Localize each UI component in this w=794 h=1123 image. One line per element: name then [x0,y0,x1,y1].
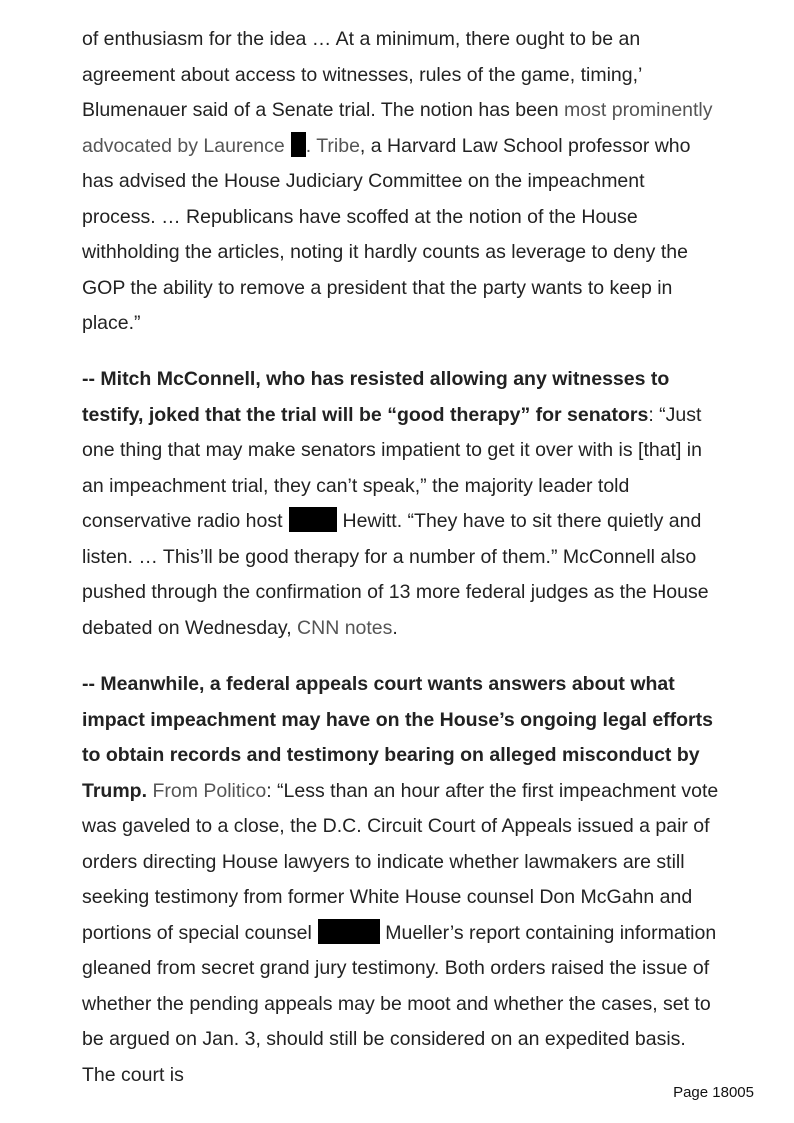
paragraph-text: , a Harvard Law School professor who has advised the House Judiciary Committee on the impeachment process. … Republicans have scoffed at the notion of the House withholding the articles, noting it hardly counts as leverage to deny the GOP the ability to remove a president that the party wants to keep in place.” [82,134,691,334]
page-number: Page 18005 [673,1084,754,1101]
paragraph-text: : “Just one thing that may make senators impatient to get it over with is [that] in an impeachment trial, they can’t speak,” the majority leader told conservative radio host [82,403,702,532]
paragraph-text: Hewitt. “They have to sit there quietly and listen. … This’ll be good therapy for a number of them.” McConnell also pushed through the confirmation of 13 more federal judges as the House debated on Wednesday, [82,510,709,639]
politico-link[interactable]: From Politico [152,779,267,802]
redaction-block [318,919,380,944]
paragraph-blumenauer [82,22,722,342]
cnn-link[interactable]: CNN notes [297,616,393,639]
tribe-link-suffix[interactable]: . Tribe [305,134,360,157]
paragraph-text: of enthusiasm for the idea … At a minimum, there ought to be an agreement about access to witnesses, rules of the game, timing,’ Blumenauer said of a Senate trial. The notion has been [82,28,642,121]
bold-lede: -- Mitch McConnell, who has resisted allowing any witnesses to testify, joked that the trial will be “good therapy” for senators [82,368,670,426]
paragraph-text: Mueller’s report containing information gleaned from secret grand jury testimony. Both orders raised the issue of whether the pending appeals may be moot and whether the cases, set to be argued on Jan. 3, should still be considered on an expedited basis. The court is [82,921,717,1086]
redaction-block [289,507,337,532]
bold-lede: -- Meanwhile, a federal appeals court wants answers about what impact impeachment may have on the House’s ongoing legal efforts to obtain records and testimony bearing on alleged misconduct by Trump. [82,673,713,802]
paragraph-mcconnell [82,362,722,646]
paragraph-appeals-court [82,667,722,1093]
paragraph-text: . [392,616,398,639]
redaction-block [291,132,306,157]
paragraph-text: : “Less than an hour after the first impeachment vote was gaveled to a close, the D.C. Circuit Court of Appeals issued a pair of orders directing House lawyers to indicate whether lawmakers are still seeking testimony from former White House counsel Don McGahn and portions of special counsel [82,779,719,944]
tribe-link[interactable]: most prominently advocated by Laurence [82,99,713,157]
